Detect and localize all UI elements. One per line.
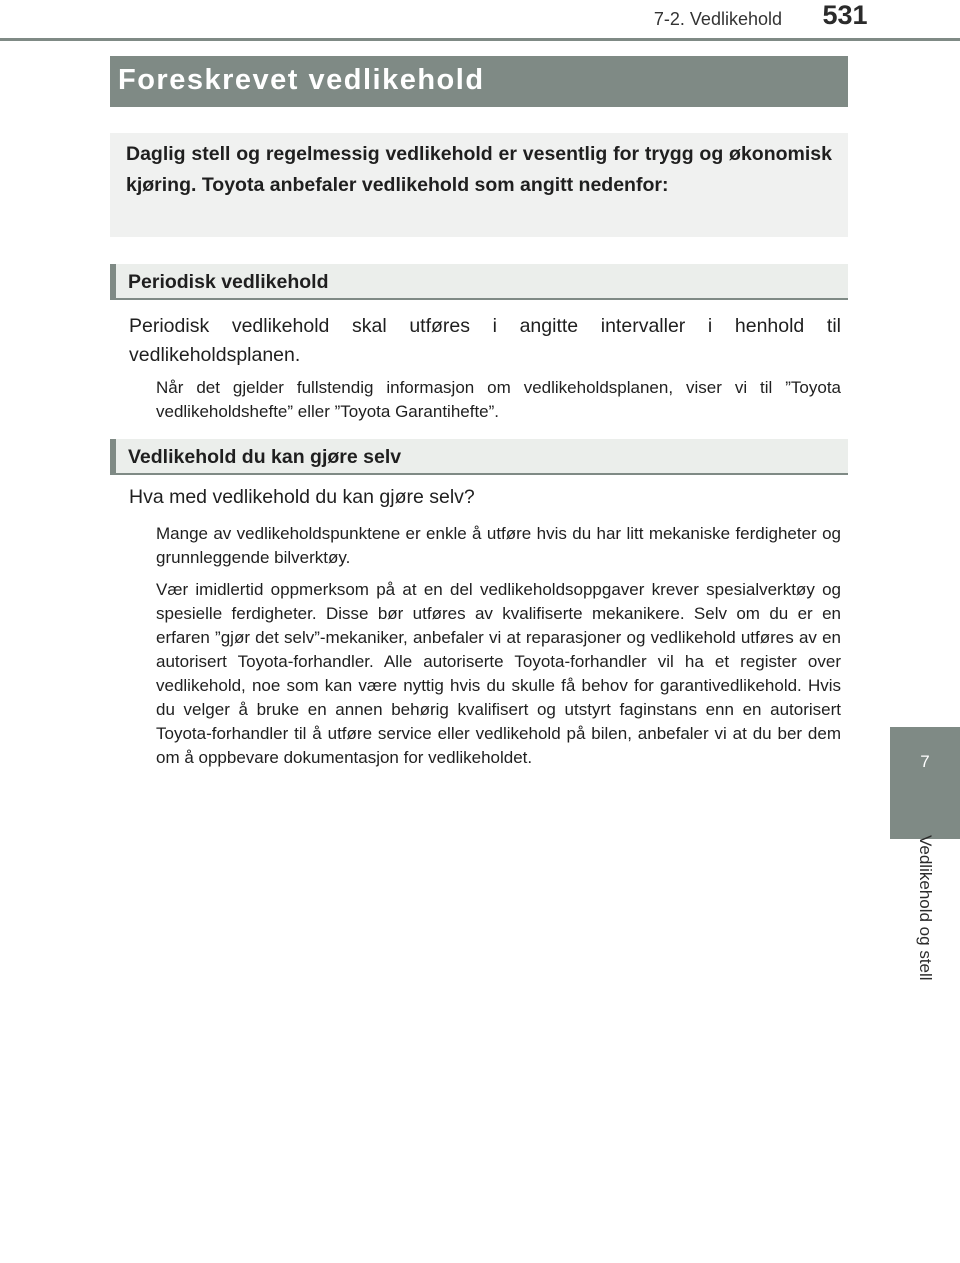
section-note-diy-1: Mange av vedlikeholdspunktene er enkle å utføre hvis du har litt mekaniske ferdigheter og grunnleggende bilverktøy. xyxy=(156,524,841,567)
section-lead-diy: Hva med vedlikehold du kan gjøre selv? xyxy=(129,486,475,508)
section-note-diy-2: Vær imidlertid oppmerksom på at en del vedlikeholdsoppgaver krever spesialverktøy og spesielle ferdigheter. Disse bør utføres av kvalifiserte mekanikere. Selv om du er en erfaren ”gjør det selv”-mekaniker, anbefaler vi at reparasjoner og vedlikehold utføres av en autorisert Toyota-forhandler. Alle autoriserte Toyota-forhandler vil ha et register over vedlikehold, noe som kan være nyttig hvis du skulle få behov for garantivedlikehold. Hvis du velger å bruke en annen behørig kvalifisert og utstyrt faginstans enn en autorisert Toyota-forhandler til å utføre service eller vedlikehold på bilen, anbefaler vi at du ber dem om å oppbevare dokumentasjon for vedlikeholdet. xyxy=(156,580,841,767)
section-note-periodic: Når det gjelder fullstendig informasjon om vedlikeholdsplanen, viser vi til ”Toyota vedlikeholdshefte” eller ”Toyota Garantihefte”. xyxy=(156,378,841,421)
page-number: 531 xyxy=(822,0,868,30)
page-title: Foreskrevet vedlikehold xyxy=(110,56,848,107)
header-section-title: 7-2. Vedlikehold xyxy=(653,9,782,29)
section-heading-diy: Vedlikehold du kan gjøre selv xyxy=(110,439,848,475)
section-lead-periodic: Periodisk vedlikehold skal utføres i angitte intervaller i henhold til vedlikeholdsplanen. xyxy=(129,315,841,366)
chapter-number: 7 xyxy=(920,752,930,771)
intro-text: Daglig stell og regelmessig vedlikehold er vesentlig for trygg og økonomisk kjøring. Toyota anbefaler vedlikehold som angitt nedenfor: xyxy=(126,143,832,196)
intro-box xyxy=(110,133,848,237)
header-divider xyxy=(0,38,960,41)
chapter-label: Vedlikehold og stell xyxy=(916,835,935,981)
section-heading-periodic: Periodisk vedlikehold xyxy=(110,264,848,300)
